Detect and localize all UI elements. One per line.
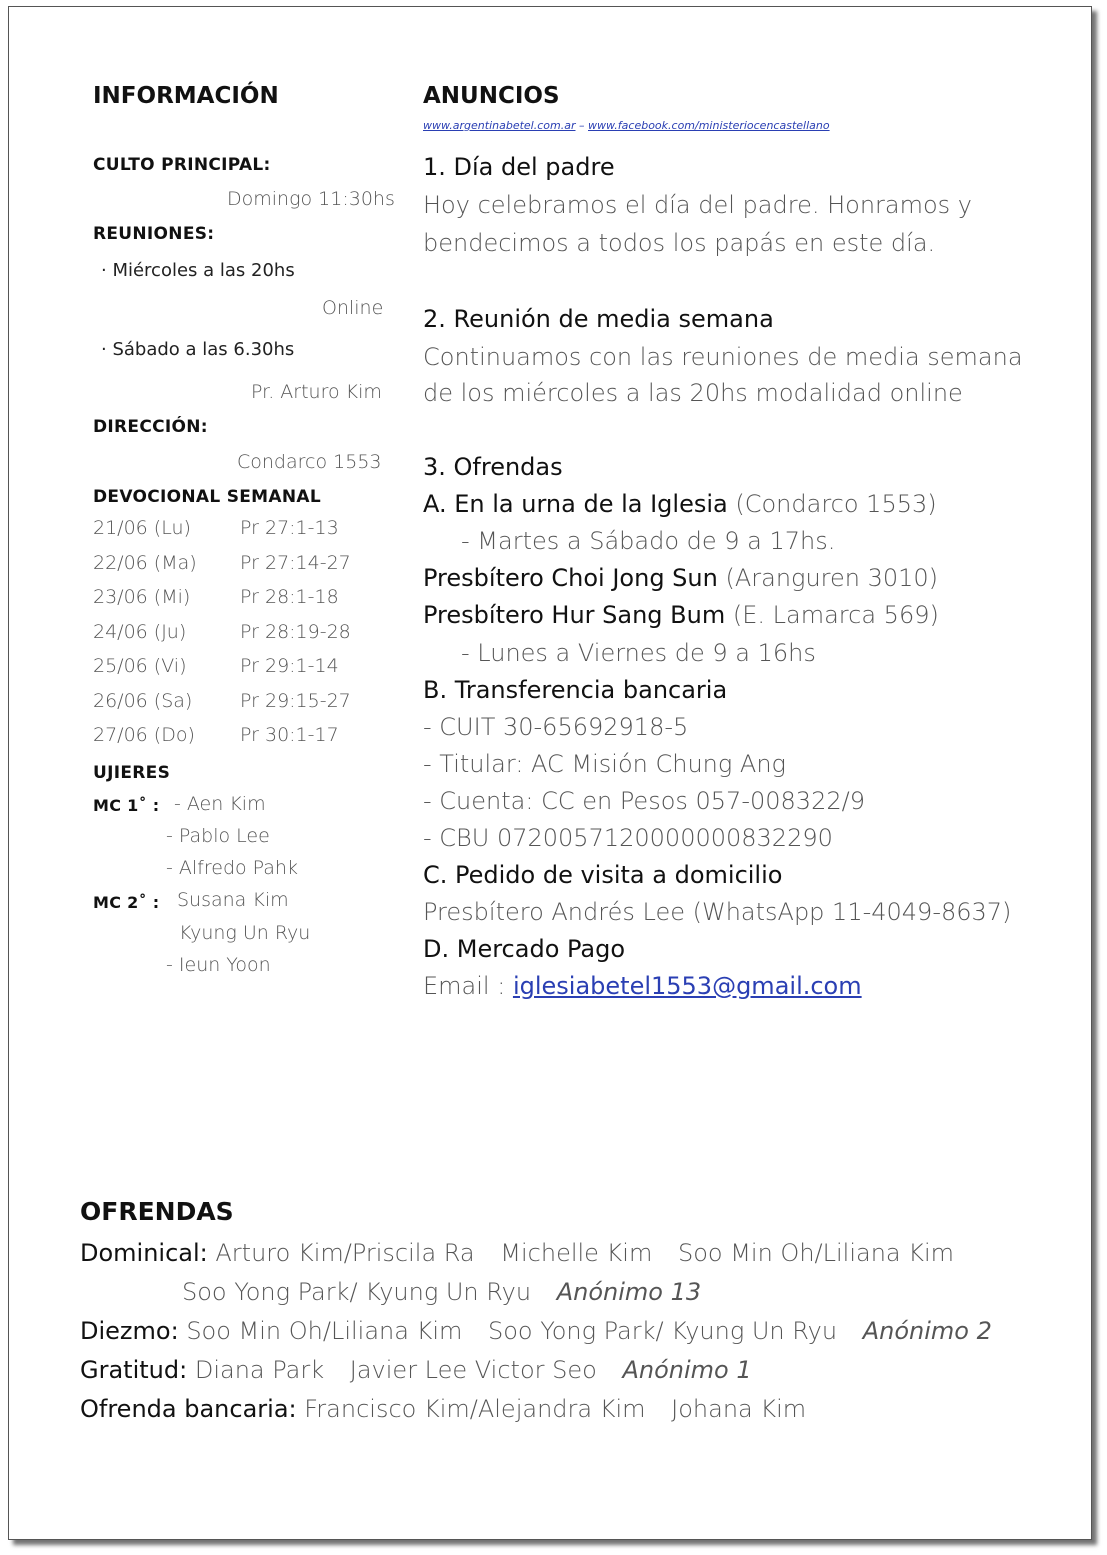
diezmo-label: Diezmo: [80, 1317, 179, 1345]
donor: Michelle Kim [500, 1239, 653, 1267]
ofrenda-diezmo [80, 1317, 992, 1345]
mc2-label: MC 2˚ : [93, 893, 160, 912]
anuncios-title: ANUNCIOS [423, 83, 560, 109]
donor: Johana Kim [671, 1395, 807, 1423]
mc1-member: - Aen Kim [174, 793, 266, 815]
transferencia-title: B. Transferencia bancaria [423, 676, 728, 704]
anuncios-links [423, 119, 830, 132]
presbitero-hur-address: (E. Lamarca 569) [725, 601, 939, 629]
mc2-member: Susana Kim [177, 889, 289, 911]
devocional-ref: Pr 27:14-27 [240, 551, 351, 574]
donor: Arturo Kim/Priscila Ra [215, 1239, 475, 1267]
mc1-label: MC 1˚ : [93, 796, 160, 815]
ofrenda-dominical [80, 1239, 954, 1267]
visita-text: Presbítero Andrés Lee (WhatsApp 11-4049-8637) [423, 898, 1012, 926]
culto-label: CULTO PRINCIPAL: [93, 155, 271, 175]
donor-anonymous: Anónimo 2 [862, 1317, 992, 1345]
devocional-date: 25/06 (Vi) [93, 655, 187, 677]
direccion-label: DIRECCIÓN: [93, 417, 208, 437]
devocional-ref: Pr 27:1-13 [240, 517, 339, 539]
devocional-ref: Pr 28:1-18 [240, 586, 339, 608]
devocional-date: 27/06 (Do) [93, 724, 195, 746]
devocional-date: 21/06 (Lu) [93, 517, 191, 539]
reunion-wednesday-note: Online [322, 297, 384, 319]
mercado-pago-title: D. Mercado Pago [423, 935, 626, 963]
presbitero-choi [423, 564, 938, 592]
anuncio-1-text: bendecimos a todos los papás en este día. [423, 229, 936, 257]
anuncio-1-title: 1. Día del padre [423, 153, 615, 181]
devocional-ref: Pr 28:19-28 [240, 620, 351, 643]
devocional-ref: Pr 29:1-14 [240, 655, 339, 677]
mc2-member: - Ieun Yoon [166, 954, 271, 976]
ofrenda-dominical-cont [182, 1278, 701, 1306]
gratitud-label: Gratitud: [80, 1356, 188, 1384]
devocional-label: DEVOCIONAL SEMANAL [93, 487, 321, 507]
anuncio-1-text: Hoy celebramos el día del padre. Honramos y [423, 191, 973, 219]
anuncio-2-title: 2. Reunión de media semana [423, 305, 774, 333]
reunion-saturday: · Sábado a las 6.30hs [101, 339, 295, 360]
dominical-label: Dominical: [80, 1239, 208, 1267]
donor: Soo Yong Park/ Kyung Un Ryu [488, 1317, 838, 1345]
ofrenda-gratitud [80, 1356, 752, 1384]
mc1-member: - Pablo Lee [166, 825, 270, 847]
transferencia-cuit: - CUIT 30-65692918-5 [423, 713, 689, 741]
devocional-date: 24/06 (Ju) [93, 620, 187, 643]
ofrenda-urna-hours: - Martes a Sábado de 9 a 17hs. [461, 527, 836, 555]
reuniones-label: REUNIONES: [93, 224, 215, 244]
facebook-link[interactable]: www.facebook.com/ministeriocencastellano [588, 119, 830, 132]
donor: Soo Min Oh/Liliana Kim [677, 1239, 955, 1267]
devocional-ref: Pr 30:1-17 [240, 724, 339, 746]
transferencia-cbu: - CBU 0720057120000000832290 [423, 824, 833, 852]
donor-anonymous: Anónimo 13 [556, 1278, 702, 1306]
presbitero-hur-name: Presbítero Hur Sang Bum [423, 601, 726, 629]
mc2-member: Kyung Un Ryu [179, 922, 311, 944]
donor: Francisco Kim/Alejandra Kim [304, 1395, 646, 1423]
document-page [8, 6, 1092, 1540]
visita-title: C. Pedido de visita a domicilio [423, 861, 783, 889]
transferencia-cuenta: - Cuenta: CC en Pesos 057-008322/9 [423, 787, 865, 815]
reunion-saturday-note: Pr. Arturo Kim [251, 381, 382, 403]
anuncio-2-text: de los miércoles a las 20hs modalidad online [423, 379, 963, 407]
devocional-date: 23/06 (Mi) [93, 586, 191, 608]
ofrendas-title: OFRENDAS [80, 1197, 234, 1226]
devocional-date: 22/06 (Ma) [93, 551, 197, 574]
ofrenda-urna-label: A. En la urna de la Iglesia [423, 490, 728, 518]
devocional-ref: Pr 29:15-27 [240, 689, 351, 712]
email-link[interactable]: iglesiabetel1553@gmail.com [512, 972, 862, 1000]
donor-anonymous: Anónimo 1 [622, 1356, 752, 1384]
mercado-pago-email [423, 972, 862, 1000]
reunion-wednesday: · Miércoles a las 20hs [101, 260, 295, 281]
donor: Javier Lee Victor Seo [349, 1356, 597, 1384]
anuncio-2-text: Continuamos con las reuniones de media semana [423, 343, 1023, 371]
ofrenda-bancaria [80, 1395, 806, 1423]
presbitero-hur [423, 601, 939, 629]
anuncio-3-title: 3. Ofrendas [423, 453, 563, 481]
ujieres-label: UJIERES [93, 763, 171, 783]
donor: Diana Park [194, 1356, 325, 1384]
donor: Soo Yong Park/ Kyung Un Ryu [182, 1278, 532, 1306]
info-title: INFORMACIÓN [93, 83, 279, 109]
presbitero-choi-name: Presbítero Choi Jong Sun [423, 564, 718, 592]
culto-value: Domingo 11:30hs [227, 188, 395, 210]
mc1-member: - Alfredo Pahk [166, 857, 298, 879]
bancaria-label: Ofrenda bancaria: [80, 1395, 297, 1423]
ofrenda-urna-address: (Condarco 1553) [727, 490, 937, 518]
email-label: Email : [423, 972, 513, 1000]
presbitero-hours: - Lunes a Viernes de 9 a 16hs [461, 639, 816, 667]
link-separator: – [579, 119, 585, 132]
devocional-date: 26/06 (Sa) [93, 689, 193, 712]
direccion-value: Condarco 1553 [237, 451, 382, 473]
presbitero-choi-address: (Aranguren 3010) [717, 564, 939, 592]
ofrenda-urna [423, 490, 937, 518]
transferencia-titular: - Titular: AC Misión Chung Ang [423, 750, 786, 778]
website-link[interactable]: www.argentinabetel.com.ar [423, 119, 576, 132]
donor: Soo Min Oh/Liliana Kim [186, 1317, 463, 1345]
